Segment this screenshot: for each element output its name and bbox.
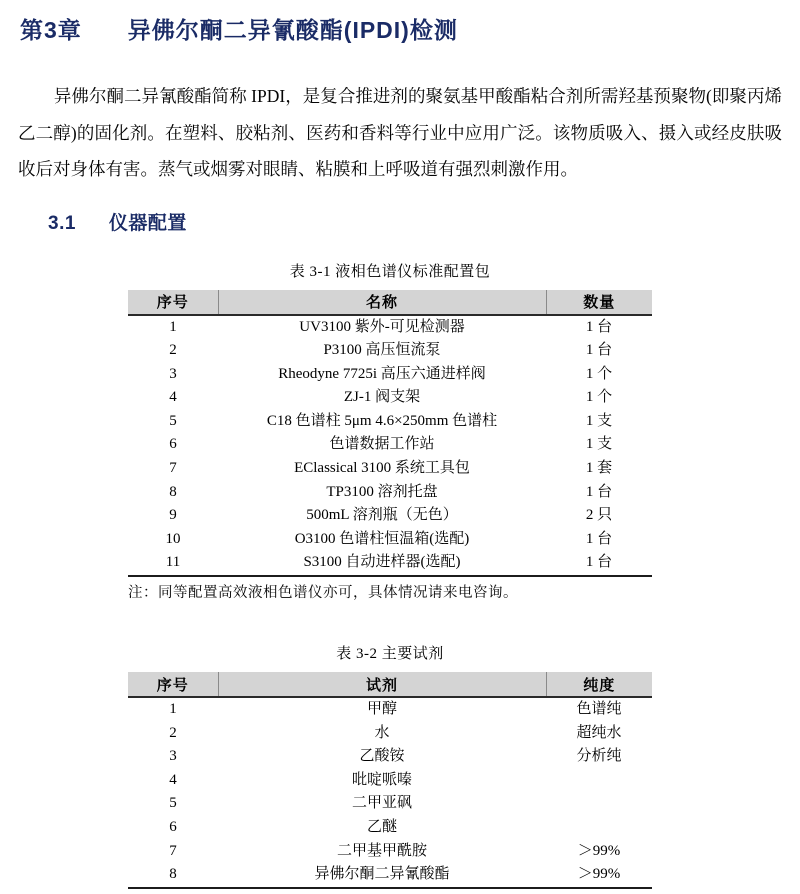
- table-1-caption: 表 3-1 液相色谱仪标准配置包: [289, 263, 491, 280]
- column-header-index: 序号: [128, 671, 218, 698]
- column-header-reagent: 试剂: [218, 671, 546, 698]
- table-cell: 1 台: [585, 318, 613, 335]
- table-cell: 吡啶哌嗪: [351, 771, 412, 788]
- table-header-row: [128, 288, 652, 315]
- table-cell: 分析纯: [576, 748, 622, 765]
- table-cell: [546, 792, 652, 816]
- table-row: [128, 792, 652, 816]
- table-cell: 1: [169, 318, 177, 335]
- table-cell: 2: [169, 342, 177, 359]
- table-cell: 8: [169, 483, 177, 500]
- table-cell: TP3100 溶剂托盘: [326, 483, 438, 500]
- column-header-quantity: 数量: [546, 288, 652, 315]
- table-row: [128, 840, 652, 864]
- table-cell: S3100 自动进样器(选配): [303, 554, 461, 571]
- table-row: [128, 386, 652, 410]
- table-cell: ＞99%: [577, 842, 621, 859]
- table-cell: 色谱数据工作站: [329, 436, 435, 453]
- table-cell: 超纯水: [576, 724, 622, 741]
- table-row: [128, 816, 652, 840]
- table-cell: 2 只: [585, 507, 613, 524]
- table-cell: [546, 769, 652, 793]
- table-cell: 1 个: [585, 389, 613, 406]
- table-cell: 8: [169, 866, 177, 883]
- chapter-title: 异佛尔酮二异氰酸酯(IPDI)检测: [127, 17, 458, 43]
- table-cell: 1 台: [585, 554, 613, 571]
- table-row: [128, 339, 652, 363]
- table-cell: 9: [169, 507, 177, 524]
- table-cell: 甲醇: [366, 701, 397, 718]
- table-cell: 5: [169, 412, 177, 429]
- table-header-row: [128, 671, 652, 698]
- column-header-name: 名称: [218, 288, 546, 315]
- table-2-block: [128, 644, 652, 889]
- table-2-header: [128, 671, 652, 698]
- table-1: [128, 287, 652, 578]
- table-cell: 乙酸铵: [359, 748, 405, 765]
- table-cell: 水: [374, 724, 390, 741]
- table-cell: 异佛尔酮二异氰酸酯: [314, 866, 450, 883]
- table-cell: 7: [169, 460, 177, 477]
- table-cell: UV3100 紫外-可见检测器: [299, 318, 465, 335]
- table-cell: 二甲基甲酰胺: [336, 842, 427, 859]
- table-row: [128, 410, 652, 434]
- table-1-body: [128, 315, 652, 577]
- table-cell: 1 个: [585, 365, 613, 382]
- table-2-caption: 表 3-2 主要试剂: [336, 646, 444, 663]
- table-cell: 6: [169, 819, 177, 835]
- table-cell: 色谱纯: [576, 701, 622, 718]
- table-row: [128, 433, 652, 457]
- table-cell: EClassical 3100 系统工具包: [294, 460, 470, 477]
- table-cell: Rheodyne 7725i 高压六通进样阀: [278, 365, 486, 382]
- table-1-note: 注：同等配置高效液相色谱仪亦可，具体情况请来电咨询。: [128, 585, 518, 602]
- table-cell: 1: [169, 701, 177, 718]
- table-cell: 1 台: [585, 530, 613, 547]
- table-cell: 11: [165, 554, 181, 571]
- table-cell: O3100 色谱柱恒温箱(选配): [294, 530, 470, 547]
- table-cell: 1 支: [585, 436, 613, 453]
- table-1-header: [128, 288, 652, 315]
- table-2-body: [128, 697, 652, 888]
- table-row: [128, 722, 652, 746]
- table-cell: 1 支: [585, 412, 613, 429]
- column-header-index: 序号: [128, 288, 218, 315]
- table-cell: 4: [169, 771, 177, 788]
- chapter-heading: [20, 14, 800, 46]
- table-row: [128, 315, 652, 340]
- table-cell: C18 色谱柱 5μm 4.6×250mm 色谱柱: [266, 412, 498, 429]
- table-row: [128, 745, 652, 769]
- intro-paragraph: 异佛尔酮二异氰酸酯简称 IPDI，是复合推进剂的聚氨基甲酸酯粘合剂所需羟基预聚物(即聚丙烯乙二醇)的固化剂。在塑料、胶粘剂、医药和香料等行业中应用广泛。该物质吸入、摄入或经皮肤吸收后对身体有害。蒸气或烟雾对眼睛、粘膜和上呼吸道有强烈刺激作用。: [18, 86, 782, 179]
- table-cell: 4: [169, 389, 177, 406]
- table-row: [128, 504, 652, 528]
- section-title: 仪器配置: [108, 212, 187, 234]
- table-cell: 5: [169, 795, 177, 812]
- table-cell: [546, 816, 652, 840]
- table-row: [128, 697, 652, 722]
- table-cell: 1 台: [585, 483, 613, 500]
- section-heading: [48, 212, 800, 236]
- table-1-block: [128, 262, 652, 605]
- table-cell: 1 套: [585, 460, 613, 477]
- table-cell: 二甲亚砜: [351, 795, 412, 812]
- table-2: [128, 669, 652, 889]
- table-cell: ＞99%: [577, 866, 621, 883]
- column-header-purity: 纯度: [546, 671, 652, 698]
- table-cell: 7: [169, 842, 177, 859]
- table-row: [128, 457, 652, 481]
- table-row: [128, 863, 652, 888]
- table-cell: 乙醚: [366, 819, 397, 835]
- table-row: [128, 551, 652, 576]
- table-row: [128, 769, 652, 793]
- table-row: [128, 363, 652, 387]
- section-number: 3.1: [48, 212, 76, 234]
- chapter-number: 第3章: [20, 17, 82, 43]
- table-cell: 10: [165, 530, 181, 547]
- table-cell: ZJ-1 阀支架: [343, 389, 421, 406]
- table-cell: 2: [169, 724, 177, 741]
- table-cell: 1 台: [585, 342, 613, 359]
- table-cell: P3100 高压恒流泵: [323, 342, 441, 359]
- table-cell: 3: [169, 365, 177, 382]
- table-cell: 6: [169, 436, 177, 453]
- table-cell: 3: [169, 748, 177, 765]
- table-row: [128, 481, 652, 505]
- table-row: [128, 528, 652, 552]
- table-cell: 500mL 溶剂瓶（无色）: [306, 507, 458, 524]
